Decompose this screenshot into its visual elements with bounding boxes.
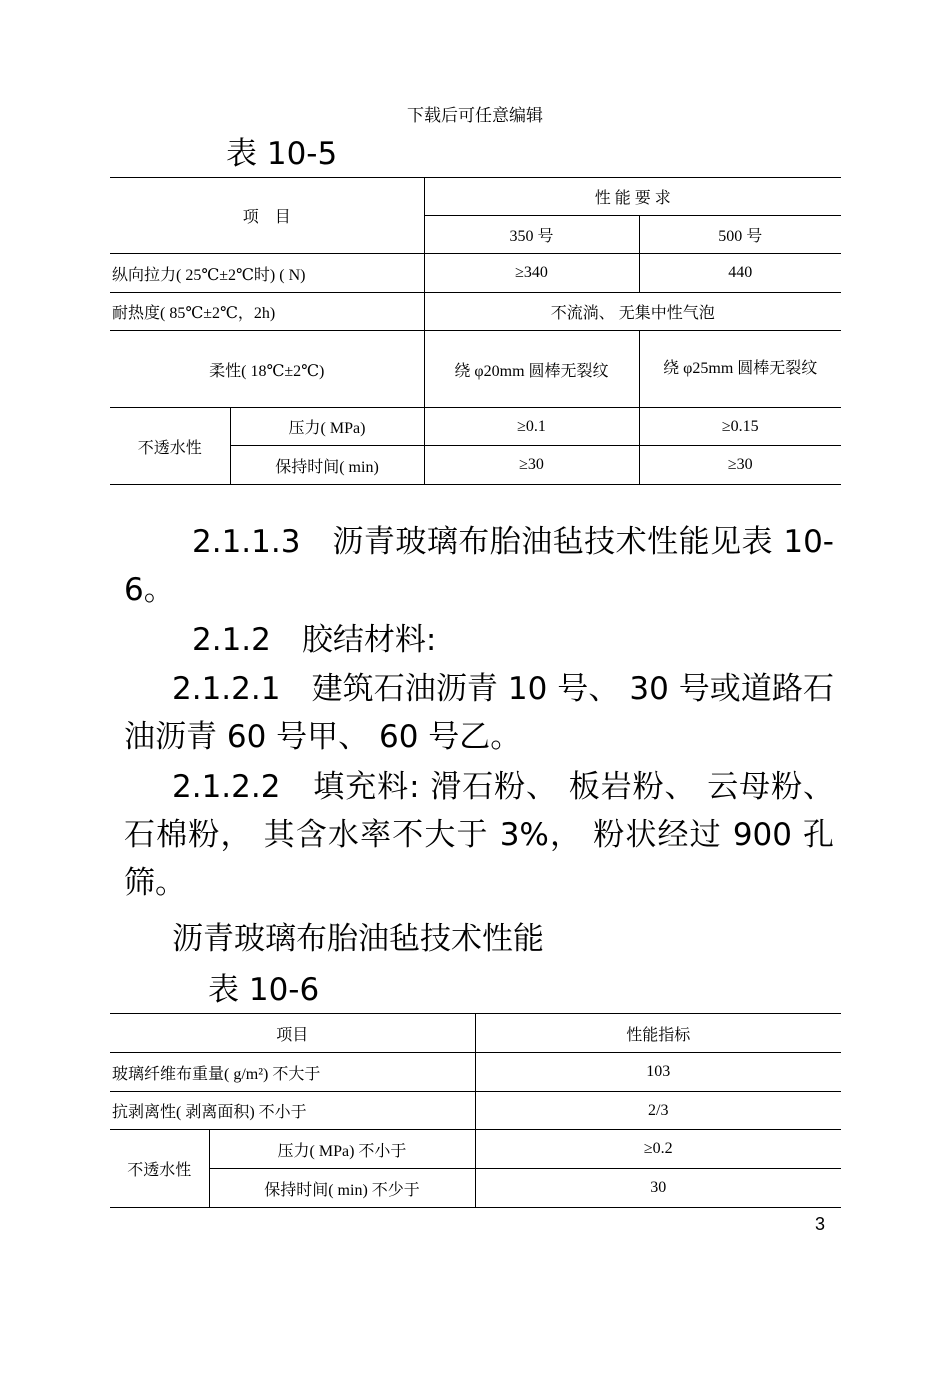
paragraph-2-1-1-3: 2.1.1.3 沥青玻璃布胎油毡技术性能见表 10-6。 (124, 524, 834, 608)
table-row (110, 254, 841, 293)
pressure-label: 压力( MPa) (230, 408, 424, 446)
row-label: 纵向拉力( 25℃±2℃时) ( N) (110, 254, 424, 293)
row-label: 抗剥离性( 剥离面积) 不小于 (110, 1092, 475, 1130)
table-10-5 (110, 177, 841, 485)
table-10-6-heading: 沥青玻璃布胎油毡技术性能 (172, 921, 544, 957)
table-row (110, 1092, 841, 1130)
pressure-label: 压力( MPa) 不小于 (209, 1130, 475, 1169)
pressure-value: ≥0.2 (475, 1130, 841, 1169)
table-row (110, 1053, 841, 1092)
pressure-500: ≥0.15 (639, 408, 841, 446)
col-500-header: 500 号 (639, 216, 841, 254)
page-number: 3 (815, 1214, 826, 1234)
row-value: 2/3 (475, 1092, 841, 1130)
time-350: ≥30 (424, 446, 639, 485)
row-value: 103 (475, 1053, 841, 1092)
time-label: 保持时间( min) (230, 446, 424, 485)
table-row (110, 293, 841, 331)
pressure-350: ≥0.1 (424, 408, 639, 446)
paragraph-2-1-2-2: 2.1.2.2 填充料: 滑石粉、 板岩粉、 云母粉、 石棉粉， 其含水率不大于 3%， 粉状经过 900 孔筛。 (124, 769, 834, 901)
water-label: 不透水性 (110, 1130, 209, 1208)
row-label: 玻璃纤维布重量( g/m²) 不大于 (110, 1053, 475, 1092)
table-row (110, 1169, 841, 1208)
row-value-merged: 不流淌、 无集中性气泡 (424, 293, 841, 331)
table-10-6-caption: 表 10-6 (208, 972, 320, 1008)
paragraph-2-1-2: 2.1.2 胶结材料: (192, 622, 437, 658)
table-row (110, 408, 841, 446)
item-header: 项目 (110, 1014, 475, 1053)
time-label: 保持时间( min) 不少于 (209, 1169, 475, 1208)
table-row (110, 1130, 841, 1169)
time-500: ≥30 (639, 446, 841, 485)
row-value-350: ≥340 (424, 254, 639, 293)
row-value-500: 440 (639, 254, 841, 293)
row-value-500: 绕 φ25mm 圆棒无裂纹 (639, 331, 841, 408)
time-value: 30 (475, 1169, 841, 1208)
item-header: 项 目 (110, 178, 424, 254)
row-label: 柔性( 18℃±2℃) (110, 331, 424, 408)
paragraph-2-1-2-1: 2.1.2.1 建筑石油沥青 10 号、 30 号或道路石油沥青 60 号甲、 60 号乙。 (124, 671, 834, 755)
row-value-350: 绕 φ20mm 圆棒无裂纹 (424, 331, 639, 408)
water-label: 不透水性 (110, 408, 230, 485)
page-header: 下载后可任意编辑 (407, 106, 543, 125)
table-row (110, 331, 841, 408)
value-header: 性能指标 (475, 1014, 841, 1053)
table-10-6 (110, 1013, 841, 1208)
col-350-header: 350 号 (424, 216, 639, 254)
table-10-5-caption: 表 10-5 (226, 136, 338, 172)
row-label: 耐热度( 85℃±2℃，2h) (110, 293, 424, 331)
perf-header: 性 能 要 求 (424, 178, 841, 216)
